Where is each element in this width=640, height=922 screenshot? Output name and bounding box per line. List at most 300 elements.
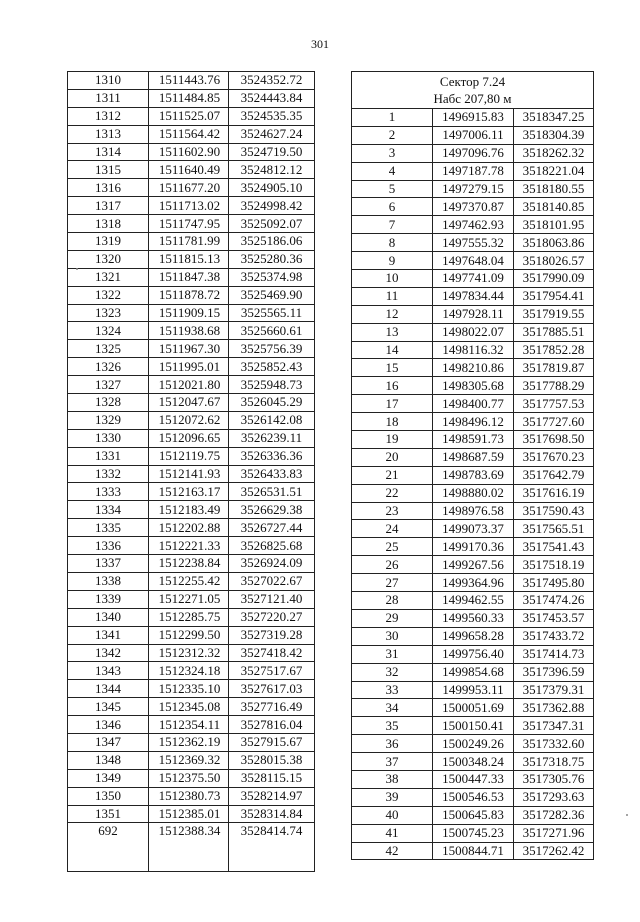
y-coordinate-cell: 3524812.12 xyxy=(229,161,315,179)
y-coordinate-cell: 3517642.79 xyxy=(514,466,594,484)
y-coordinate-cell: 3518262.32 xyxy=(514,144,594,162)
x-coordinate-cell: 1512221.33 xyxy=(149,537,229,555)
y-coordinate-cell: 3528214.97 xyxy=(229,787,315,805)
x-coordinate-cell: 1512345.08 xyxy=(149,698,229,716)
y-coordinate-cell: 3518221.04 xyxy=(514,162,594,180)
x-coordinate-cell: 1511640.49 xyxy=(149,161,229,179)
point-number-cell: 1331 xyxy=(68,447,149,465)
x-coordinate-cell: 1512255.42 xyxy=(149,572,229,590)
table-row xyxy=(68,340,315,358)
y-coordinate-cell: 3518180.55 xyxy=(514,180,594,198)
point-number-cell: 1318 xyxy=(68,215,149,233)
y-coordinate-cell: 3528314.84 xyxy=(229,805,315,823)
x-coordinate-cell: 1511525.07 xyxy=(149,107,229,125)
y-coordinate-cell: 3527220.27 xyxy=(229,608,315,626)
point-number-cell: 1345 xyxy=(68,698,149,716)
point-number-cell: 12 xyxy=(352,305,433,323)
y-coordinate-cell: 3524905.10 xyxy=(229,179,315,197)
x-coordinate-cell: 1512163.17 xyxy=(149,483,229,501)
table-row xyxy=(352,502,594,520)
x-coordinate-cell: 1511484.85 xyxy=(149,89,229,107)
table-row xyxy=(352,323,594,341)
y-coordinate-cell: 3525565.11 xyxy=(229,304,315,322)
table-row xyxy=(352,627,594,645)
table-row xyxy=(352,699,594,717)
point-number-cell: 1317 xyxy=(68,197,149,215)
right-coordinates-table xyxy=(351,71,594,860)
table-row xyxy=(68,143,315,161)
y-coordinate-cell: 3525186.06 xyxy=(229,233,315,251)
table-row xyxy=(68,608,315,626)
x-coordinate-cell: 1511995.01 xyxy=(149,358,229,376)
point-number-cell: 3 xyxy=(352,144,433,162)
table-row xyxy=(352,305,594,323)
x-coordinate-cell: 1499854.68 xyxy=(433,663,514,681)
x-coordinate-cell: 1497370.87 xyxy=(433,198,514,216)
y-coordinate-cell: 3517990.09 xyxy=(514,270,594,288)
point-number-cell: 16 xyxy=(352,377,433,395)
x-coordinate-cell: 1497279.15 xyxy=(433,180,514,198)
table-row xyxy=(68,519,315,537)
table-row xyxy=(352,735,594,753)
x-coordinate-cell: 1511443.76 xyxy=(149,72,229,90)
x-coordinate-cell: 1498496.12 xyxy=(433,413,514,431)
table-row xyxy=(68,572,315,590)
x-coordinate-cell: 1499658.28 xyxy=(433,627,514,645)
table-row xyxy=(68,787,315,805)
x-coordinate-cell: 1497928.11 xyxy=(433,305,514,323)
point-number-cell: 1343 xyxy=(68,662,149,680)
point-number-cell: 692 xyxy=(68,823,149,872)
table-row xyxy=(68,698,315,716)
y-coordinate-cell: 3524443.84 xyxy=(229,89,315,107)
point-number-cell: 1351 xyxy=(68,805,149,823)
table-row xyxy=(68,555,315,573)
x-coordinate-cell: 1498880.02 xyxy=(433,484,514,502)
table-row xyxy=(352,377,594,395)
y-coordinate-cell: 3517616.19 xyxy=(514,484,594,502)
x-coordinate-cell: 1511747.95 xyxy=(149,215,229,233)
x-coordinate-cell: 1498687.59 xyxy=(433,448,514,466)
x-coordinate-cell: 1512299.50 xyxy=(149,626,229,644)
table-row xyxy=(68,626,315,644)
table-row xyxy=(68,268,315,286)
left-table-body xyxy=(68,72,315,872)
y-coordinate-cell: 3517670.23 xyxy=(514,448,594,466)
x-coordinate-cell: 1512388.34 xyxy=(149,823,229,872)
x-coordinate-cell: 1499364.96 xyxy=(433,574,514,592)
y-coordinate-cell: 3517396.59 xyxy=(514,663,594,681)
table-row xyxy=(68,376,315,394)
table-row xyxy=(68,161,315,179)
point-number-cell: 1337 xyxy=(68,555,149,573)
point-number-cell: 23 xyxy=(352,502,433,520)
table-row xyxy=(352,717,594,735)
x-coordinate-cell: 1512072.62 xyxy=(149,411,229,429)
x-coordinate-cell: 1499462.55 xyxy=(433,592,514,610)
table-row xyxy=(68,250,315,268)
page-number: 301 xyxy=(311,37,329,51)
table-row xyxy=(68,394,315,412)
y-coordinate-cell: 3517453.57 xyxy=(514,609,594,627)
table-row xyxy=(68,429,315,447)
y-coordinate-cell: 3517885.51 xyxy=(514,323,594,341)
y-coordinate-cell: 3525852.43 xyxy=(229,358,315,376)
table-row xyxy=(68,89,315,107)
point-number-cell: 6 xyxy=(352,198,433,216)
table-row xyxy=(352,484,594,502)
y-coordinate-cell: 3526825.68 xyxy=(229,537,315,555)
x-coordinate-cell: 1512375.50 xyxy=(149,769,229,787)
point-number-cell: 1 xyxy=(352,109,433,127)
table-row xyxy=(68,179,315,197)
sector-title: Сектор 7.24 xyxy=(439,74,506,89)
table-row xyxy=(68,304,315,322)
x-coordinate-cell: 1497096.76 xyxy=(433,144,514,162)
point-number-cell: 11 xyxy=(352,287,433,305)
y-coordinate-cell: 3526142.08 xyxy=(229,411,315,429)
x-coordinate-cell: 1498116.32 xyxy=(433,341,514,359)
x-coordinate-cell: 1511967.30 xyxy=(149,340,229,358)
x-coordinate-cell: 1500348.24 xyxy=(433,753,514,771)
table-row xyxy=(68,72,315,90)
point-number-cell: 1315 xyxy=(68,161,149,179)
x-coordinate-cell: 1512312.32 xyxy=(149,644,229,662)
point-number-cell: 5 xyxy=(352,180,433,198)
y-coordinate-cell: 3517293.63 xyxy=(514,788,594,806)
y-coordinate-cell: 3525948.73 xyxy=(229,376,315,394)
y-coordinate-cell: 3527915.67 xyxy=(229,733,315,751)
table-row xyxy=(352,663,594,681)
x-coordinate-cell: 1511602.90 xyxy=(149,143,229,161)
point-number-cell: 1324 xyxy=(68,322,149,340)
x-coordinate-cell: 1497006.11 xyxy=(433,126,514,144)
y-coordinate-cell: 3526727.44 xyxy=(229,519,315,537)
point-number-cell: 1347 xyxy=(68,733,149,751)
x-coordinate-cell: 1498591.73 xyxy=(433,431,514,449)
x-coordinate-cell: 1496915.83 xyxy=(433,109,514,127)
point-number-cell: 20 xyxy=(352,448,433,466)
point-number-cell: 1326 xyxy=(68,358,149,376)
table-row xyxy=(352,126,594,144)
point-number-cell: 1328 xyxy=(68,394,149,412)
y-coordinate-cell: 3517414.73 xyxy=(514,645,594,663)
point-number-cell: 1319 xyxy=(68,233,149,251)
point-number-cell: 1313 xyxy=(68,125,149,143)
table-row xyxy=(352,556,594,574)
x-coordinate-cell: 1497555.32 xyxy=(433,234,514,252)
y-coordinate-cell: 3518140.85 xyxy=(514,198,594,216)
x-coordinate-cell: 1512021.80 xyxy=(149,376,229,394)
x-coordinate-cell: 1497648.04 xyxy=(433,252,514,270)
scan-speck xyxy=(76,268,78,270)
y-coordinate-cell: 3517819.87 xyxy=(514,359,594,377)
point-number-cell: 28 xyxy=(352,592,433,610)
y-coordinate-cell: 3517318.75 xyxy=(514,753,594,771)
y-coordinate-cell: 3525374.98 xyxy=(229,268,315,286)
table-row xyxy=(68,537,315,555)
table-row xyxy=(352,466,594,484)
y-coordinate-cell: 3525660.61 xyxy=(229,322,315,340)
table-row xyxy=(352,538,594,556)
x-coordinate-cell: 1500447.33 xyxy=(433,770,514,788)
y-coordinate-cell: 3517698.50 xyxy=(514,431,594,449)
x-coordinate-cell: 1500150.41 xyxy=(433,717,514,735)
point-number-cell: 9 xyxy=(352,252,433,270)
point-number-cell: 33 xyxy=(352,681,433,699)
x-coordinate-cell: 1511564.42 xyxy=(149,125,229,143)
y-coordinate-cell: 3517727.60 xyxy=(514,413,594,431)
y-coordinate-cell: 3528115.15 xyxy=(229,769,315,787)
y-coordinate-cell: 3527716.49 xyxy=(229,698,315,716)
table-row xyxy=(352,270,594,288)
point-number-cell: 32 xyxy=(352,663,433,681)
point-number-cell: 22 xyxy=(352,484,433,502)
table-row xyxy=(352,824,594,842)
point-number-cell: 21 xyxy=(352,466,433,484)
y-coordinate-cell: 3517305.76 xyxy=(514,770,594,788)
y-coordinate-cell: 3517757.53 xyxy=(514,395,594,413)
y-coordinate-cell: 3527617.03 xyxy=(229,680,315,698)
y-coordinate-cell: 3517347.31 xyxy=(514,717,594,735)
table-row xyxy=(68,447,315,465)
x-coordinate-cell: 1512202.88 xyxy=(149,519,229,537)
y-coordinate-cell: 3517518.19 xyxy=(514,556,594,574)
table-row xyxy=(68,769,315,787)
point-number-cell: 13 xyxy=(352,323,433,341)
x-coordinate-cell: 1498305.68 xyxy=(433,377,514,395)
x-coordinate-cell: 1499756.40 xyxy=(433,645,514,663)
y-coordinate-cell: 3517282.36 xyxy=(514,806,594,824)
point-number-cell: 1323 xyxy=(68,304,149,322)
sector-elevation: Набс 207,80 м xyxy=(433,91,512,106)
y-coordinate-cell: 3517495.80 xyxy=(514,574,594,592)
table-row xyxy=(352,198,594,216)
point-number-cell: 19 xyxy=(352,431,433,449)
y-coordinate-cell: 3526924.09 xyxy=(229,555,315,573)
point-number-cell: 30 xyxy=(352,627,433,645)
y-coordinate-cell: 3518347.25 xyxy=(514,109,594,127)
y-coordinate-cell: 3527121.40 xyxy=(229,590,315,608)
point-number-cell: 2 xyxy=(352,126,433,144)
y-coordinate-cell: 3526531.51 xyxy=(229,483,315,501)
point-number-cell: 1339 xyxy=(68,590,149,608)
x-coordinate-cell: 1511878.72 xyxy=(149,286,229,304)
y-coordinate-cell: 3517433.72 xyxy=(514,627,594,645)
x-coordinate-cell: 1512385.01 xyxy=(149,805,229,823)
point-number-cell: 1341 xyxy=(68,626,149,644)
y-coordinate-cell: 3525280.36 xyxy=(229,250,315,268)
table-row xyxy=(352,162,594,180)
table-row xyxy=(352,574,594,592)
point-number-cell: 10 xyxy=(352,270,433,288)
point-number-cell: 25 xyxy=(352,538,433,556)
x-coordinate-cell: 1512354.11 xyxy=(149,716,229,734)
y-coordinate-cell: 3517332.60 xyxy=(514,735,594,753)
table-row xyxy=(68,716,315,734)
point-number-cell: 1344 xyxy=(68,680,149,698)
point-number-cell: 8 xyxy=(352,234,433,252)
table-row xyxy=(352,109,594,127)
x-coordinate-cell: 1512141.93 xyxy=(149,465,229,483)
point-number-cell: 1327 xyxy=(68,376,149,394)
point-number-cell: 1335 xyxy=(68,519,149,537)
table-row xyxy=(68,125,315,143)
point-number-cell: 1334 xyxy=(68,501,149,519)
point-number-cell: 18 xyxy=(352,413,433,431)
x-coordinate-cell: 1511909.15 xyxy=(149,304,229,322)
point-number-cell: 1332 xyxy=(68,465,149,483)
table-row xyxy=(352,234,594,252)
table-row xyxy=(68,805,315,823)
point-number-cell: 29 xyxy=(352,609,433,627)
x-coordinate-cell: 1497834.44 xyxy=(433,287,514,305)
point-number-cell: 36 xyxy=(352,735,433,753)
point-number-cell: 38 xyxy=(352,770,433,788)
y-coordinate-cell: 3517852.28 xyxy=(514,341,594,359)
table-row xyxy=(352,592,594,610)
point-number-cell: 1325 xyxy=(68,340,149,358)
point-number-cell: 1342 xyxy=(68,644,149,662)
x-coordinate-cell: 1512362.19 xyxy=(149,733,229,751)
y-coordinate-cell: 3527816.04 xyxy=(229,716,315,734)
x-coordinate-cell: 1512183.49 xyxy=(149,501,229,519)
table-row xyxy=(68,197,315,215)
point-number-cell: 1314 xyxy=(68,143,149,161)
y-coordinate-cell: 3526336.36 xyxy=(229,447,315,465)
x-coordinate-cell: 1497462.93 xyxy=(433,216,514,234)
point-number-cell: 41 xyxy=(352,824,433,842)
table-row xyxy=(352,788,594,806)
table-row xyxy=(352,144,594,162)
point-number-cell: 31 xyxy=(352,645,433,663)
y-coordinate-cell: 3517262.42 xyxy=(514,842,594,860)
x-coordinate-cell: 1500745.23 xyxy=(433,824,514,842)
x-coordinate-cell: 1511847.38 xyxy=(149,268,229,286)
table-row xyxy=(68,233,315,251)
table-row xyxy=(352,681,594,699)
x-coordinate-cell: 1500546.53 xyxy=(433,788,514,806)
point-number-cell: 42 xyxy=(352,842,433,860)
point-number-cell: 1338 xyxy=(68,572,149,590)
y-coordinate-cell: 3517474.26 xyxy=(514,592,594,610)
point-number-cell: 26 xyxy=(352,556,433,574)
point-number-cell: 40 xyxy=(352,806,433,824)
y-coordinate-cell: 3528414.74 xyxy=(229,823,315,872)
table-row xyxy=(352,609,594,627)
table-row xyxy=(352,645,594,663)
point-number-cell: 1311 xyxy=(68,89,149,107)
x-coordinate-cell: 1512324.18 xyxy=(149,662,229,680)
y-coordinate-cell: 3517590.43 xyxy=(514,502,594,520)
x-coordinate-cell: 1499560.33 xyxy=(433,609,514,627)
x-coordinate-cell: 1499953.11 xyxy=(433,681,514,699)
table-row xyxy=(68,590,315,608)
y-coordinate-cell: 3518101.95 xyxy=(514,216,594,234)
point-number-cell: 1316 xyxy=(68,179,149,197)
table-row xyxy=(68,358,315,376)
table-row xyxy=(68,680,315,698)
y-coordinate-cell: 3524719.50 xyxy=(229,143,315,161)
x-coordinate-cell: 1512369.32 xyxy=(149,751,229,769)
table-row xyxy=(68,483,315,501)
point-number-cell: 1310 xyxy=(68,72,149,90)
x-coordinate-cell: 1497741.09 xyxy=(433,270,514,288)
x-coordinate-cell: 1500645.83 xyxy=(433,806,514,824)
point-number-cell: 1321 xyxy=(68,268,149,286)
y-coordinate-cell: 3526433.83 xyxy=(229,465,315,483)
point-number-cell: 1350 xyxy=(68,787,149,805)
table-row xyxy=(352,252,594,270)
y-coordinate-cell: 3517271.96 xyxy=(514,824,594,842)
point-number-cell: 17 xyxy=(352,395,433,413)
table-row xyxy=(352,753,594,771)
table-row xyxy=(352,520,594,538)
y-coordinate-cell: 3517954.41 xyxy=(514,287,594,305)
table-row xyxy=(352,448,594,466)
table-row xyxy=(352,842,594,860)
point-number-cell: 15 xyxy=(352,359,433,377)
table-row xyxy=(68,322,315,340)
point-number-cell: 1322 xyxy=(68,286,149,304)
table-row xyxy=(352,216,594,234)
point-number-cell: 37 xyxy=(352,753,433,771)
x-coordinate-cell: 1500249.26 xyxy=(433,735,514,753)
sector-header-cell xyxy=(352,72,594,109)
point-number-cell: 1330 xyxy=(68,429,149,447)
table-row xyxy=(352,341,594,359)
table-row xyxy=(352,770,594,788)
point-number-cell: 7 xyxy=(352,216,433,234)
y-coordinate-cell: 3518063.86 xyxy=(514,234,594,252)
x-coordinate-cell: 1512119.75 xyxy=(149,447,229,465)
x-coordinate-cell: 1500051.69 xyxy=(433,699,514,717)
point-number-cell: 1336 xyxy=(68,537,149,555)
point-number-cell: 1320 xyxy=(68,250,149,268)
y-coordinate-cell: 3525469.90 xyxy=(229,286,315,304)
y-coordinate-cell: 3526045.29 xyxy=(229,394,315,412)
y-coordinate-cell: 3517565.51 xyxy=(514,520,594,538)
x-coordinate-cell: 1512335.10 xyxy=(149,680,229,698)
point-number-cell: 34 xyxy=(352,699,433,717)
table-row xyxy=(352,359,594,377)
x-coordinate-cell: 1498976.58 xyxy=(433,502,514,520)
table-row xyxy=(68,465,315,483)
table-row xyxy=(352,431,594,449)
table-row xyxy=(352,413,594,431)
point-number-cell: 39 xyxy=(352,788,433,806)
y-coordinate-cell: 3518304.39 xyxy=(514,126,594,144)
point-number-cell: 1348 xyxy=(68,751,149,769)
table-row xyxy=(68,411,315,429)
x-coordinate-cell: 1499267.56 xyxy=(433,556,514,574)
x-coordinate-cell: 1498210.86 xyxy=(433,359,514,377)
y-coordinate-cell: 3527319.28 xyxy=(229,626,315,644)
table-row xyxy=(68,286,315,304)
table-row xyxy=(68,751,315,769)
right-table-body xyxy=(352,72,594,860)
y-coordinate-cell: 3517541.43 xyxy=(514,538,594,556)
x-coordinate-cell: 1512238.84 xyxy=(149,555,229,573)
point-number-cell: 1333 xyxy=(68,483,149,501)
x-coordinate-cell: 1498400.77 xyxy=(433,395,514,413)
x-coordinate-cell: 1499170.36 xyxy=(433,538,514,556)
point-number-cell: 4 xyxy=(352,162,433,180)
y-coordinate-cell: 3525756.39 xyxy=(229,340,315,358)
y-coordinate-cell: 3524627.24 xyxy=(229,125,315,143)
table-row xyxy=(352,395,594,413)
x-coordinate-cell: 1512380.73 xyxy=(149,787,229,805)
